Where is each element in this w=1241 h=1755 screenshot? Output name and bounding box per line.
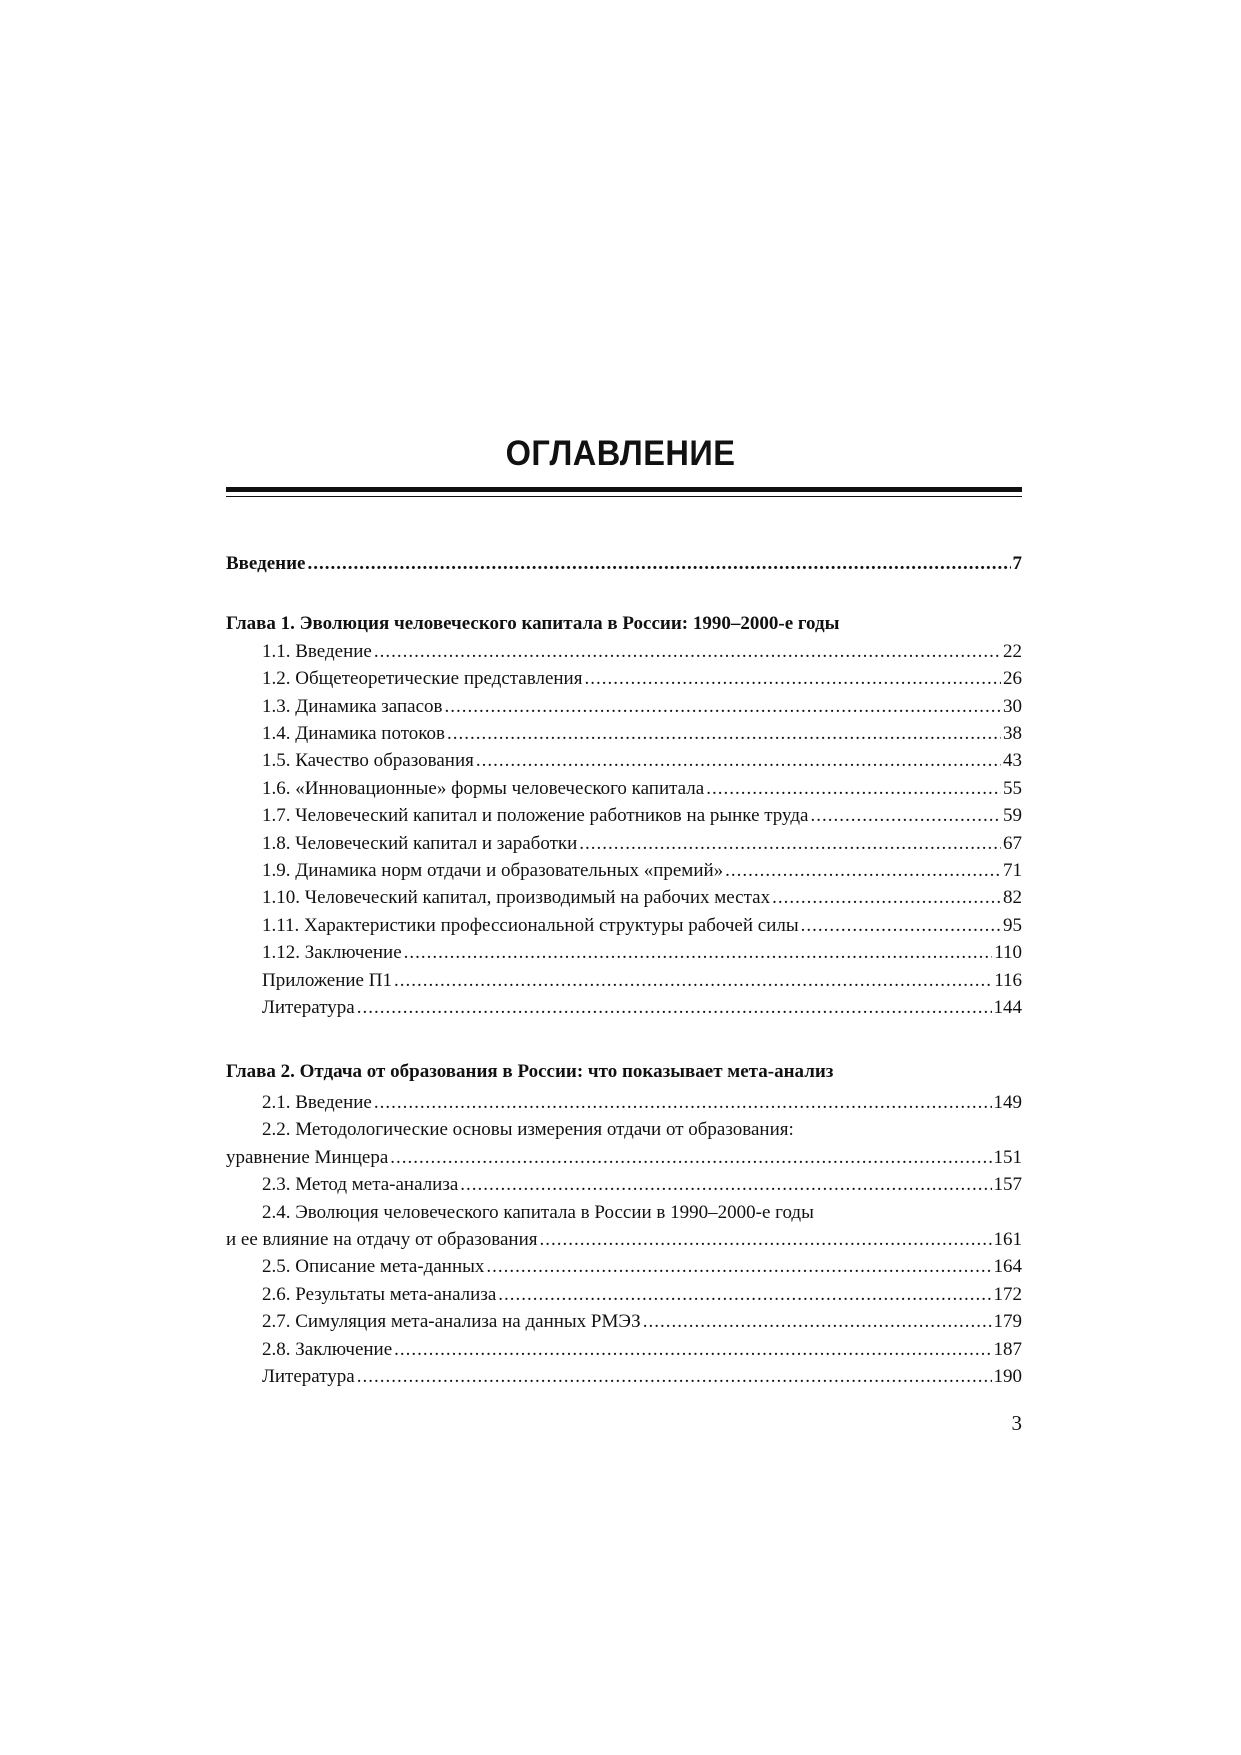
- toc-entry-page: 95: [1003, 914, 1022, 936]
- page-number: 3: [1011, 1411, 1022, 1435]
- toc-entry-label: 2.3. Метод мета-анализа: [262, 1174, 459, 1196]
- toc-entry-page: 38: [1003, 723, 1022, 745]
- toc-entry-label: Литература: [262, 997, 355, 1019]
- toc-entry-label: 1.5. Качество образования: [262, 750, 474, 772]
- toc-entry[interactable]: [226, 939, 1022, 966]
- toc-entry[interactable]: [226, 693, 1022, 720]
- leader-dots: [357, 1363, 992, 1390]
- toc-entry-page: 22: [1003, 640, 1022, 662]
- leader-dots: [357, 994, 992, 1021]
- toc-entry-label: 1.11. Характеристики профессиональной структуры рабочей силы: [262, 914, 799, 936]
- toc-entry[interactable]: [226, 912, 1022, 939]
- toc-entry-page: 30: [1003, 695, 1022, 717]
- leader-dots: [394, 967, 992, 994]
- toc-entry-label: 1.4. Динамика потоков: [262, 723, 446, 745]
- toc-entry-label: и ее влияние на отдачу от образования: [226, 1228, 538, 1250]
- toc-entry-page: 149: [993, 1091, 1022, 1113]
- toc-entry-label: 1.7. Человеческий капитал и положение работников на рынке труда: [262, 805, 809, 827]
- toc-entry-label: 2.1. Введение: [262, 1091, 372, 1113]
- toc-entry-label: 1.9. Динамика норм отдачи и образовательных «премий»: [262, 860, 724, 882]
- toc-entry-page: 26: [1003, 668, 1022, 690]
- toc-entry-page: 157: [993, 1174, 1022, 1196]
- toc-entry-page: 151: [993, 1146, 1022, 1168]
- toc-entry-page: 179: [993, 1311, 1022, 1333]
- toc-entry[interactable]: [226, 802, 1022, 829]
- leader-dots: [445, 693, 1002, 720]
- leader-dots: [394, 1336, 991, 1363]
- toc-entry[interactable]: [226, 775, 1022, 802]
- toc-entry-label: Приложение П1: [262, 969, 392, 991]
- leader-dots: [810, 802, 1001, 829]
- toc-entry[interactable]: [226, 1253, 1022, 1280]
- toc-entry-page: 55: [1003, 777, 1022, 799]
- toc-entry-page: 161: [993, 1228, 1022, 1250]
- toc-entry[interactable]: [226, 720, 1022, 747]
- toc-entry-page: 116: [994, 969, 1022, 991]
- toc-entry-page: 190: [993, 1365, 1022, 1387]
- toc-entry-label: 1.6. «Инновационные» формы человеческого капитала: [262, 777, 705, 799]
- toc-entry-page: 59: [1003, 805, 1022, 827]
- leader-dots: [643, 1308, 992, 1335]
- leader-dots: [801, 912, 1001, 939]
- page-title: ОГЛАВЛЕНИЕ: [505, 434, 736, 473]
- toc-entry[interactable]: [226, 967, 1022, 994]
- toc-entry-line1[interactable]: 2.2. Методологические основы измерения отдачи от образования:: [262, 1119, 794, 1141]
- toc-entry-page: 187: [993, 1338, 1022, 1360]
- toc-entry-page: 110: [994, 942, 1022, 964]
- toc-entry-label: 2.5. Описание мета-данных: [262, 1256, 485, 1278]
- toc-entry-label: 1.1. Введение: [262, 640, 372, 662]
- toc-entry[interactable]: [226, 1226, 1022, 1253]
- toc-entry-page: 82: [1003, 887, 1022, 909]
- toc-entry[interactable]: [226, 747, 1022, 774]
- toc-entry-page: 43: [1003, 750, 1022, 772]
- toc-entry-label: 1.3. Динамика запасов: [262, 695, 443, 717]
- toc-entry[interactable]: [226, 1281, 1022, 1308]
- leader-dots: [725, 857, 1001, 884]
- leader-dots: [374, 638, 1001, 665]
- toc-entry[interactable]: [226, 994, 1022, 1021]
- toc-entry-page: 71: [1003, 860, 1022, 882]
- title-rule-thin: [226, 496, 1022, 497]
- leader-dots: [404, 939, 993, 966]
- toc-entry-label: 2.7. Симуляция мета-анализа на данных РМЭЗ: [262, 1311, 641, 1333]
- leader-dots: [460, 1171, 991, 1198]
- toc-entry[interactable]: [226, 1144, 1022, 1171]
- toc-entry-label: 1.2. Общетеоретические представления: [262, 668, 583, 690]
- leader-dots: [706, 775, 1001, 802]
- toc-entry-label: Литература: [262, 1365, 355, 1387]
- toc-entry[interactable]: [226, 665, 1022, 692]
- toc-entry[interactable]: [226, 830, 1022, 857]
- leader-dots: [772, 884, 1001, 911]
- toc-entry-label: 1.10. Человеческий капитал, производимый на рабочих местах: [262, 887, 771, 909]
- toc-entry[interactable]: [226, 1171, 1022, 1198]
- toc-entry[interactable]: [226, 1308, 1022, 1335]
- toc-entry-label: 2.8. Заключение: [262, 1338, 393, 1360]
- toc-entry-label: Введение: [226, 553, 306, 574]
- leader-dots: [486, 1253, 991, 1280]
- toc-entry[interactable]: [226, 857, 1022, 884]
- leader-dots: [390, 1144, 991, 1171]
- toc-entry-label: 1.12. Заключение: [262, 942, 402, 964]
- toc-entry-page: 164: [993, 1256, 1022, 1278]
- leader-dots: [540, 1226, 992, 1253]
- toc-entry-line1[interactable]: 2.4. Эволюция человеческого капитала в России в 1990–2000-е годы: [262, 1201, 814, 1223]
- toc-entry-label: уравнение Минцера: [226, 1146, 389, 1168]
- toc-entry-page: 7: [1012, 553, 1022, 574]
- toc-entry-page: 144: [993, 997, 1022, 1019]
- toc-entry[interactable]: [226, 638, 1022, 665]
- leader-dots: [308, 550, 1011, 577]
- chapter-2-heading[interactable]: Глава 2. Отдача от образования в России: что показывает мета-анализ: [226, 1060, 834, 1082]
- leader-dots: [447, 720, 1001, 747]
- toc-entry[interactable]: [226, 1336, 1022, 1363]
- leader-dots: [374, 1089, 992, 1116]
- toc-entry-page: 172: [993, 1283, 1022, 1305]
- toc-entry-page: 67: [1003, 832, 1022, 854]
- table-of-contents: [226, 550, 1022, 1390]
- toc-entry[interactable]: [226, 1363, 1022, 1390]
- toc-entry[interactable]: [226, 884, 1022, 911]
- toc-entry-intro[interactable]: [226, 550, 1022, 577]
- title-rule-thick: [226, 487, 1022, 492]
- toc-entry-label: 2.6. Результаты мета-анализа: [262, 1283, 497, 1305]
- leader-dots: [476, 747, 1001, 774]
- leader-dots: [579, 830, 1001, 857]
- chapter-1-heading[interactable]: Глава 1. Эволюция человеческого капитала в России: 1990–2000-е годы: [226, 613, 840, 635]
- leader-dots: [498, 1281, 991, 1308]
- toc-entry-label: 1.8. Человеческий капитал и заработки: [262, 832, 578, 854]
- leader-dots: [584, 665, 1001, 692]
- toc-entry[interactable]: [226, 1089, 1022, 1116]
